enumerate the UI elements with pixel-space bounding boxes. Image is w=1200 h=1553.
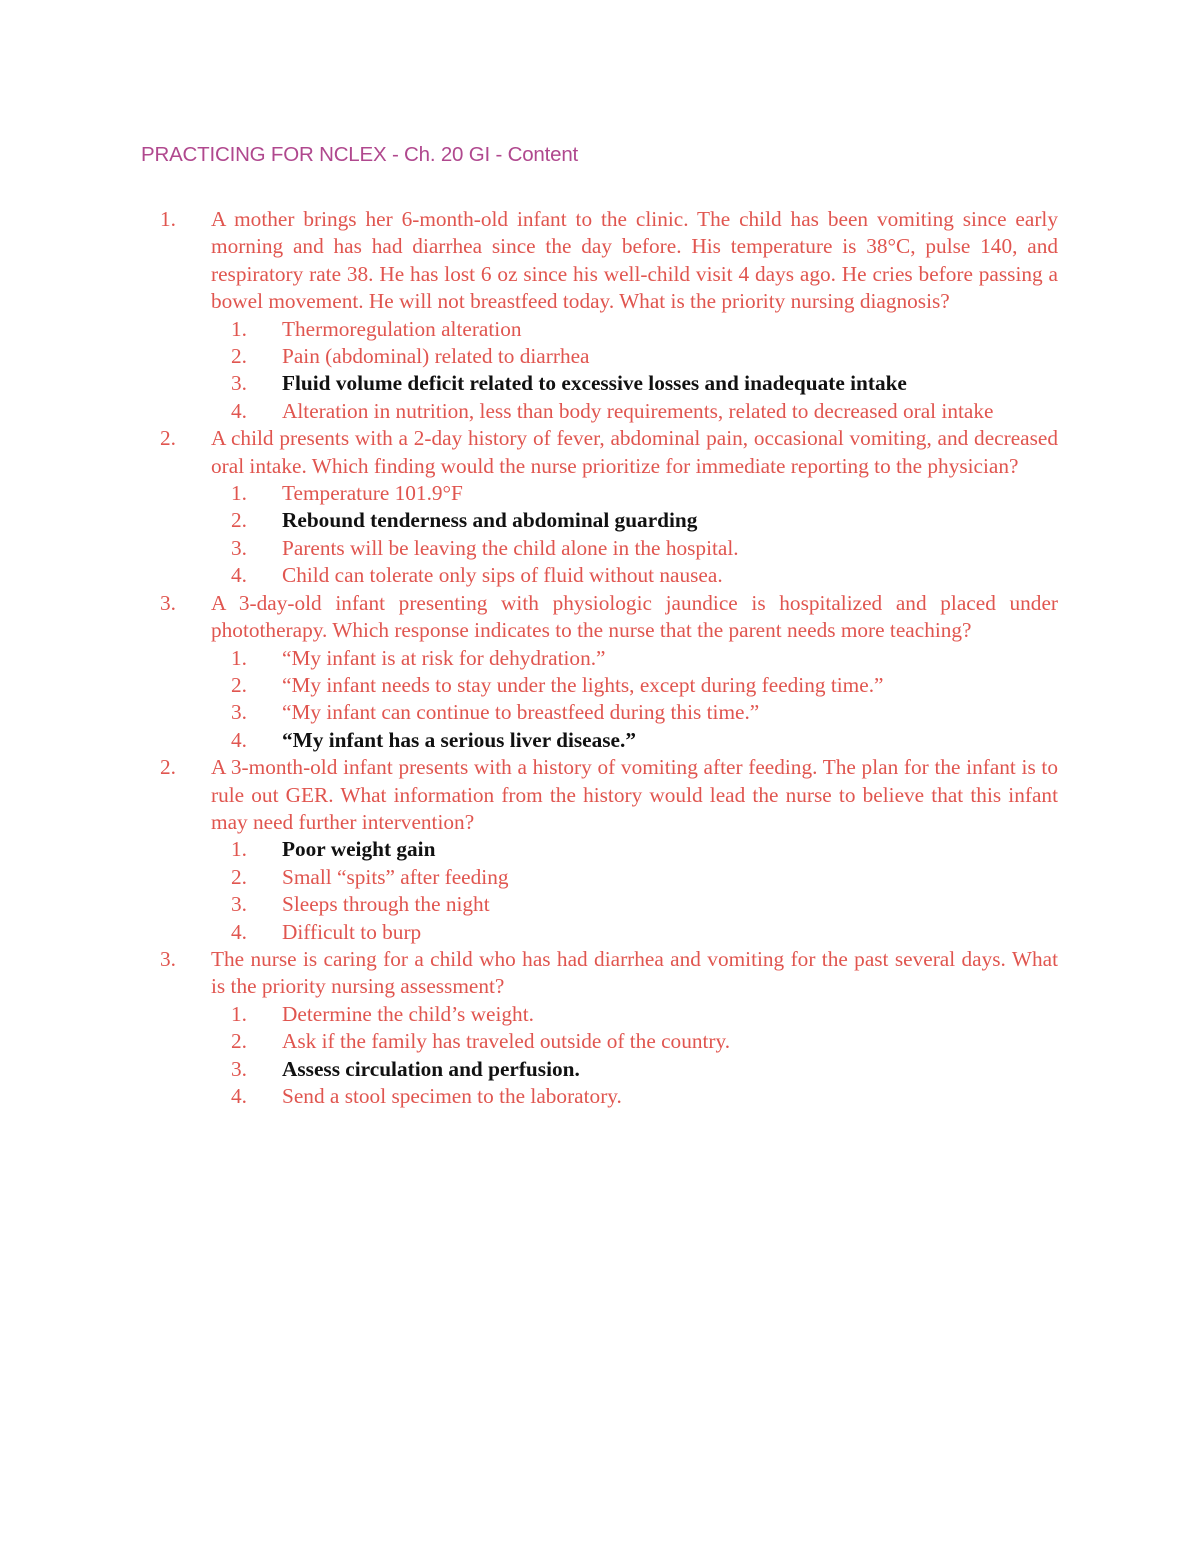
option-number: 4. xyxy=(231,727,247,752)
question-item xyxy=(160,946,1058,1110)
option-number: 4. xyxy=(231,398,247,423)
question-number: 1. xyxy=(160,207,176,231)
option-number: 2. xyxy=(231,672,247,697)
option-text: Determine the child’s weight. xyxy=(282,1001,534,1026)
option-text: “My infant needs to stay under the lights, except during feeding time.” xyxy=(282,672,884,697)
answer-options xyxy=(211,836,1058,946)
option-text: Poor weight gain xyxy=(282,837,436,862)
question-item xyxy=(160,206,1058,425)
question-text: A 3-day-old infant presenting with physiologic jaundice is hospitalized and placed under phototherapy. Which response indicates to the nurse that the parent needs more teaching? xyxy=(211,590,1058,643)
answer-option xyxy=(211,891,1058,918)
option-number: 2. xyxy=(231,1029,247,1054)
option-number: 4. xyxy=(231,563,247,588)
option-number: 1. xyxy=(231,316,247,341)
option-text: Send a stool specimen to the laboratory. xyxy=(282,1084,622,1108)
question-text: The nurse is caring for a child who has had diarrhea and vomiting for the past several days. What is the priority nursing assessment? xyxy=(211,946,1058,999)
answer-option xyxy=(211,645,1058,672)
answer-option xyxy=(211,535,1058,562)
answer-options xyxy=(211,480,1058,590)
question-number: 3. xyxy=(160,946,176,971)
question-number: 2. xyxy=(160,755,176,780)
question-text: A child presents with a 2-day history of fever, abdominal pain, occasional vomiting, and decreased oral intake. Which finding would the nurse prioritize for immediate reporting to the physician? xyxy=(211,426,1058,478)
question-text: A mother brings her 6-month-old infant to the clinic. The child has been vomiting since early morning and has had diarrhea since the day before. His temperature is 38°C, pulse 140, and respiratory rate 38. He has lost 6 oz since his well-child visit 4 days ago. He cries before passing a bowel movement. He will not breastfeed today. What is the priority nursing diagnosis? xyxy=(211,207,1058,314)
option-number: 1. xyxy=(231,1001,247,1026)
option-number: 2. xyxy=(231,864,247,889)
answer-option xyxy=(211,562,1058,589)
question-number: 3. xyxy=(160,590,176,615)
option-text: Rebound tenderness and abdominal guarding xyxy=(282,508,698,533)
answer-option xyxy=(211,699,1058,726)
question-text: A 3-month-old infant presents with a history of vomiting after feeding. The plan for the infant is to rule out GER. What information from the history would lead the nurse to believe that this infant may need further intervention? xyxy=(211,755,1058,834)
option-text: “My infant has a serious liver disease.” xyxy=(282,727,636,752)
option-number: 3. xyxy=(231,1056,247,1081)
option-text: Pain (abdominal) related to diarrhea xyxy=(282,344,590,369)
option-number: 3. xyxy=(231,535,247,560)
option-text: Difficult to burp xyxy=(282,919,422,944)
answer-options xyxy=(211,1001,1058,1111)
option-number: 2. xyxy=(231,344,247,369)
option-number: 3. xyxy=(231,371,247,396)
answer-option xyxy=(211,1028,1058,1055)
question-item xyxy=(160,754,1058,946)
page-title: PRACTICING FOR NCLEX - Ch. 20 GI - Content xyxy=(141,143,579,166)
answer-option xyxy=(211,316,1058,343)
answer-option xyxy=(211,672,1058,699)
option-text: Alteration in nutrition, less than body requirements, related to decreased oral intake xyxy=(282,398,994,423)
option-text: “My infant can continue to breastfeed during this time.” xyxy=(282,700,760,725)
option-text: “My infant is at risk for dehydration.” xyxy=(282,645,606,670)
option-text: Sleeps through the night xyxy=(282,892,490,917)
option-number: 1. xyxy=(231,837,247,862)
answer-options xyxy=(211,316,1058,426)
answer-option-correct xyxy=(211,507,1058,534)
option-text: Child can tolerate only sips of fluid without nausea. xyxy=(282,563,723,588)
option-text: Temperature 101.9°F xyxy=(282,481,463,506)
option-number: 4. xyxy=(231,919,247,944)
answer-option xyxy=(211,919,1058,946)
option-text: Fluid volume deficit related to excessive losses and inadequate intake xyxy=(282,371,907,396)
answer-option xyxy=(211,1001,1058,1028)
option-number: 2. xyxy=(231,508,247,533)
question-item xyxy=(160,590,1058,754)
option-number: 1. xyxy=(231,645,247,670)
option-number: 3. xyxy=(231,892,247,917)
answer-option xyxy=(211,480,1058,507)
answer-option xyxy=(211,398,1058,425)
option-text: Parents will be leaving the child alone in the hospital. xyxy=(282,535,739,560)
question-number: 2. xyxy=(160,426,176,451)
answer-option xyxy=(211,1083,1058,1110)
option-number: 1. xyxy=(231,481,247,506)
option-text: Assess circulation and perfusion. xyxy=(282,1056,580,1081)
question-item xyxy=(160,425,1058,589)
answer-option-correct xyxy=(211,836,1058,863)
answer-option xyxy=(211,864,1058,891)
option-text: Thermoregulation alteration xyxy=(282,316,522,341)
option-number: 4. xyxy=(231,1084,247,1108)
answer-option-correct xyxy=(211,727,1058,754)
answer-option xyxy=(211,343,1058,370)
question-list xyxy=(160,206,1058,1110)
answer-option-correct xyxy=(211,370,1058,397)
option-number: 3. xyxy=(231,700,247,725)
answer-options xyxy=(211,645,1058,755)
answer-option-correct xyxy=(211,1056,1058,1083)
option-text: Small “spits” after feeding xyxy=(282,864,509,889)
option-text: Ask if the family has traveled outside of the country. xyxy=(282,1029,731,1054)
